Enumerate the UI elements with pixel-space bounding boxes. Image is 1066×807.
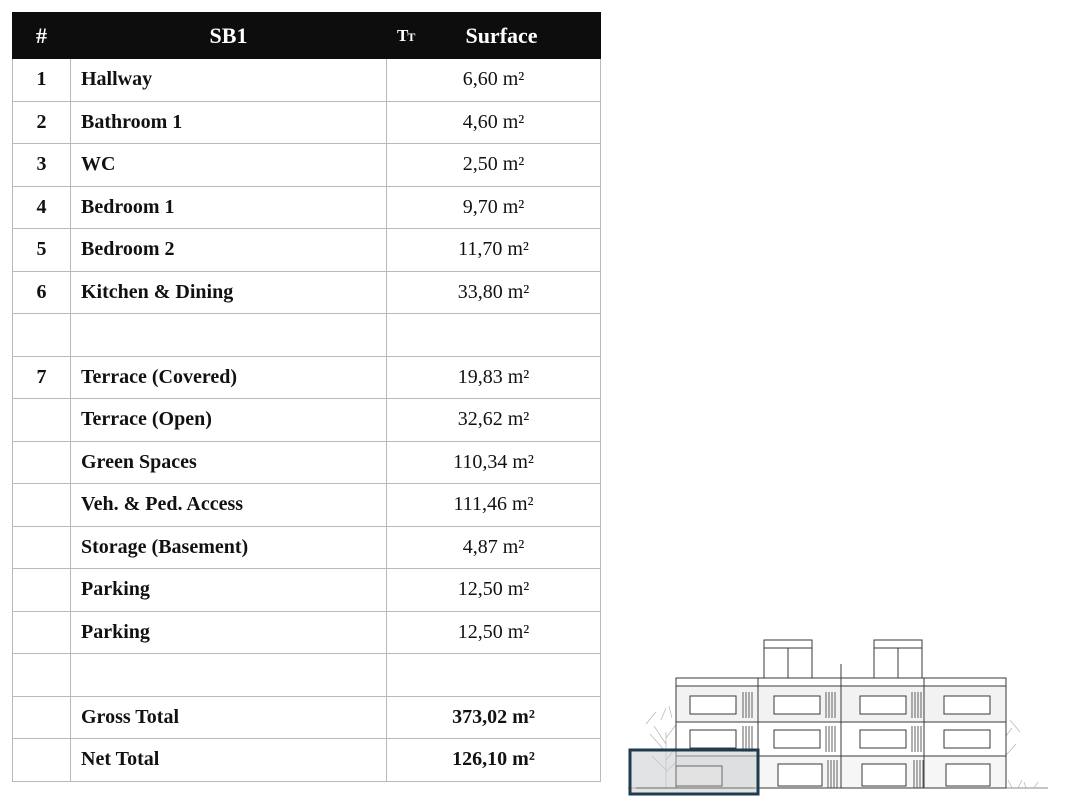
- text-size-icon: TT: [397, 25, 415, 45]
- row-name: Terrace (Covered): [71, 356, 387, 399]
- surface-table-body: [13, 59, 601, 782]
- column-header-surface-label: Surface: [465, 22, 538, 48]
- column-header-surface[interactable]: [387, 13, 601, 59]
- row-surface: 110,34 m²: [387, 441, 601, 484]
- row-number: 7: [13, 356, 71, 399]
- row-name: Green Spaces: [71, 441, 387, 484]
- row-name: Parking: [71, 569, 387, 612]
- table-row[interactable]: [13, 484, 601, 527]
- row-number: [13, 696, 71, 739]
- row-surface: 111,46 m²: [387, 484, 601, 527]
- table-row[interactable]: [13, 186, 601, 229]
- row-surface: 19,83 m²: [387, 356, 601, 399]
- row-surface: 4,60 m²: [387, 101, 601, 144]
- table-spacer-row: [13, 314, 601, 357]
- row-surface: 11,70 m²: [387, 229, 601, 272]
- row-surface: 12,50 m²: [387, 611, 601, 654]
- spacer-cell: [387, 314, 601, 357]
- table-row-net-total[interactable]: [13, 739, 601, 782]
- row-surface: 33,80 m²: [387, 271, 601, 314]
- column-header-name[interactable]: SB1: [71, 13, 387, 59]
- table-row[interactable]: [13, 101, 601, 144]
- spacer-cell: [13, 654, 71, 697]
- row-surface: 32,62 m²: [387, 399, 601, 442]
- row-number: 6: [13, 271, 71, 314]
- row-number: [13, 526, 71, 569]
- row-name: Hallway: [71, 59, 387, 102]
- table-row-gross-total[interactable]: [13, 696, 601, 739]
- row-number: 4: [13, 186, 71, 229]
- row-number: 3: [13, 144, 71, 187]
- row-name: Bedroom 1: [71, 186, 387, 229]
- table-row[interactable]: [13, 399, 601, 442]
- table-row[interactable]: [13, 271, 601, 314]
- table-row[interactable]: [13, 59, 601, 102]
- row-name: Terrace (Open): [71, 399, 387, 442]
- row-number: 1: [13, 59, 71, 102]
- row-name: Net Total: [71, 739, 387, 782]
- spacer-cell: [71, 654, 387, 697]
- row-name: Parking: [71, 611, 387, 654]
- row-name: Veh. & Ped. Access: [71, 484, 387, 527]
- row-number: [13, 569, 71, 612]
- row-number: [13, 399, 71, 442]
- surface-table: [12, 12, 601, 782]
- table-row[interactable]: [13, 526, 601, 569]
- table-row[interactable]: [13, 441, 601, 484]
- spacer-cell: [71, 314, 387, 357]
- row-surface: 126,10 m²: [387, 739, 601, 782]
- building-elevation-drawing: [628, 612, 1048, 800]
- row-name: Bedroom 2: [71, 229, 387, 272]
- row-surface: 9,70 m²: [387, 186, 601, 229]
- row-number: [13, 739, 71, 782]
- row-number: 2: [13, 101, 71, 144]
- row-surface: 6,60 m²: [387, 59, 601, 102]
- row-name: WC: [71, 144, 387, 187]
- row-name: Bathroom 1: [71, 101, 387, 144]
- spacer-cell: [13, 314, 71, 357]
- row-name: Kitchen & Dining: [71, 271, 387, 314]
- row-number: [13, 611, 71, 654]
- row-surface: 4,87 m²: [387, 526, 601, 569]
- table-row[interactable]: [13, 229, 601, 272]
- row-surface: 373,02 m²: [387, 696, 601, 739]
- table-spacer-row: [13, 654, 601, 697]
- table-row[interactable]: [13, 144, 601, 187]
- row-name: Gross Total: [71, 696, 387, 739]
- surface-table-container: [12, 12, 600, 782]
- column-header-number[interactable]: #: [13, 13, 71, 59]
- row-surface: 12,50 m²: [387, 569, 601, 612]
- row-number: [13, 484, 71, 527]
- table-row[interactable]: [13, 356, 601, 399]
- table-header-row: [13, 13, 601, 59]
- table-row[interactable]: [13, 611, 601, 654]
- row-number: [13, 441, 71, 484]
- surface-table-header: [13, 13, 601, 59]
- spacer-cell: [387, 654, 601, 697]
- table-row[interactable]: [13, 569, 601, 612]
- row-name: Storage (Basement): [71, 526, 387, 569]
- row-surface: 2,50 m²: [387, 144, 601, 187]
- row-number: 5: [13, 229, 71, 272]
